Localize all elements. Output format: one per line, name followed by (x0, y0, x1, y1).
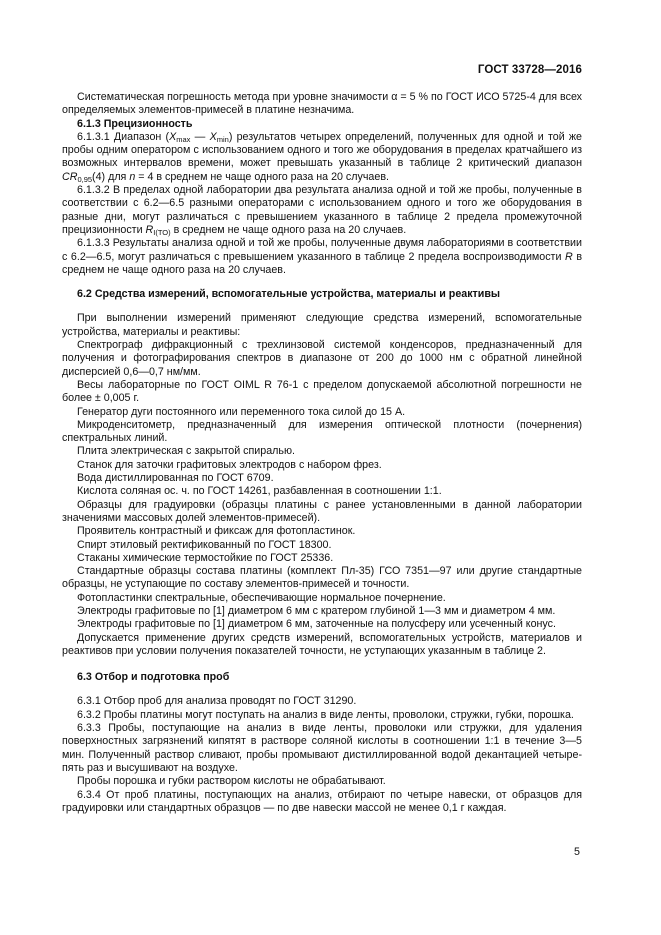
list-item: При выполнении измерений применяют следующие средства измерений, вспомогательные устройства, материалы и реактивы: (62, 312, 582, 338)
list-item: Кислота соляная ос. ч. по ГОСТ 14261, разбавленная в соотношении 1:1. (77, 485, 442, 498)
heading-6-3: 6.3 Отбор и подготовка проб (77, 671, 230, 684)
list-item: Спирт этиловый ректификованный по ГОСТ 18300. (77, 538, 332, 551)
list-item: 6.3.2 Пробы платины могут поступать на анализ в виде ленты, проволоки, стружки, губки, порошка. (77, 708, 574, 721)
paragraph-systematic-error: Систематическая погрешность метода при уровне значимости α = 5 % по ГОСТ ИСО 5725-4 для всех определяемых элементов-примесей в платине незначима. (62, 91, 582, 117)
list-item: Микроденситометр, предназначенный для измерения оптической плотности (почернения) спектральных линий. (62, 418, 582, 445)
heading-6-1-3: 6.1.3 Прецизионность (77, 117, 193, 130)
list-item: Электроды графитовые по [1] диаметром 6 мм с кратером глубиной 1—3 мм и диаметром 4 мм. (77, 604, 556, 617)
page-number: 5 (574, 846, 580, 858)
paragraph-6-1-3-2: 6.1.3.2 В пределах одной лаборатории два результата анализа одной и той же пробы, полученные в соответствии с 6.2—6.5 разными операторами с использованием одного и того же оборудования в разные дни, могут различаться с превышением указанного в таблице 2 предела промежуточной прецизионности $R_{I(TO)}$ в среднем не чаще одного раза на 20 случаев. (62, 184, 582, 237)
list-item: Стаканы химические термостойкие по ГОСТ 25336. (77, 551, 334, 564)
paragraph-6-1-3-1: 6.1.3.1 Диапазон ($X_{max}$ — $X_{min}$) результатов четырех определений, полученных для одной и той же пробы одним оператором с использованием одного и того же оборудования в пределах кратчайшего из возможных интервалов времени, может превышать указанный в таблице 2 критический диапазон $CR_{0,95}(4)$ для n = 4 в среднем не чаще одного раза на 20 случаев. (62, 130, 582, 184)
list-item: Допускается применение других средств измерений, вспомогательных устройств, материалов и реактивов при условии получения показателей точности, не уступающих указанным в таблице 2. (62, 631, 582, 657)
list-item: Электроды графитовые по [1] диаметром 6 мм, заточенные на полусферу или усеченный конус. (77, 618, 556, 631)
list-item: Станок для заточки графитовых электродов с набором фрез. (77, 458, 382, 471)
list-item: 6.3.4 От проб платины, поступающих на анализ, отбирают по четыре навески, от образцов для градуировки или стандартных образцов — по две навески массой не менее 0,1 г каждая. (62, 788, 582, 814)
list-item: 6.3.3 Пробы, поступающие на анализ в виде ленты, проволоки или стружки, для удаления поверхностных загрязнений кипятят в растворе соляной кислоты в соотношении 1:1 в течение 3—5 мин. Полученный раствор сливают, пробы промывают дистиллированной водой декантацией четыре-пять раз и высушивают на воздухе. (62, 722, 582, 774)
standard-header: ГОСТ 33728—2016 (477, 64, 582, 76)
list-item: Весы лабораторные по ГОСТ OIML R 76-1 с пределом допускаемой абсолютной погрешности не более ± 0,005 г. (62, 378, 582, 405)
list-item: Проявитель контрастный и фиксаж для фотопластинок. (77, 525, 356, 538)
list-item: Образцы для градуировки (образцы платины с ранее установленными в данной лаборатории значениями массовых долей элементов-примесей). (62, 498, 582, 524)
list-item: Генератор дуги постоянного или переменного тока силой до 15 А. (77, 405, 406, 418)
list-item: Пробы порошка и губки раствором кислоты не обрабатывают. (77, 775, 386, 788)
list-item: Стандартные образцы состава платины (комплект Пл-35) ГСО 7351—97 или другие стандартные образцы, не уступающие по составу элементов-примесей и точности. (62, 565, 582, 591)
list-item: Плита электрическая с закрытой спиралью. (77, 445, 295, 458)
document-body (62, 91, 582, 815)
list-item: Фотопластинки спектральные, обеспечивающие нормальное почернение. (77, 591, 446, 604)
list-item: Вода дистиллированная по ГОСТ 6709. (77, 472, 274, 485)
list-item: 6.3.1 Отбор проб для анализа проводят по ГОСТ 31290. (77, 695, 357, 708)
list-item: Спектрограф дифракционный с трехлинзовой системой конденсоров, предназначенный для получения и фотографирования спектров в диапазоне от 200 до 1000 нм с обратной линейной дисперсией 0,6—0,7 нм/мм. (62, 339, 582, 378)
heading-6-2: 6.2 Средства измерений, вспомогательные устройства, материалы и реактивы (77, 288, 501, 301)
paragraph-6-1-3-3: 6.1.3.3 Результаты анализа одной и той же пробы, полученные двумя лабораториями в соответствии с 6.2—6.5, могут различаться с превышением указанного в таблице 2 предела воспроизводимости R в среднем не чаще одного раза на 20 случаев. (62, 237, 582, 276)
